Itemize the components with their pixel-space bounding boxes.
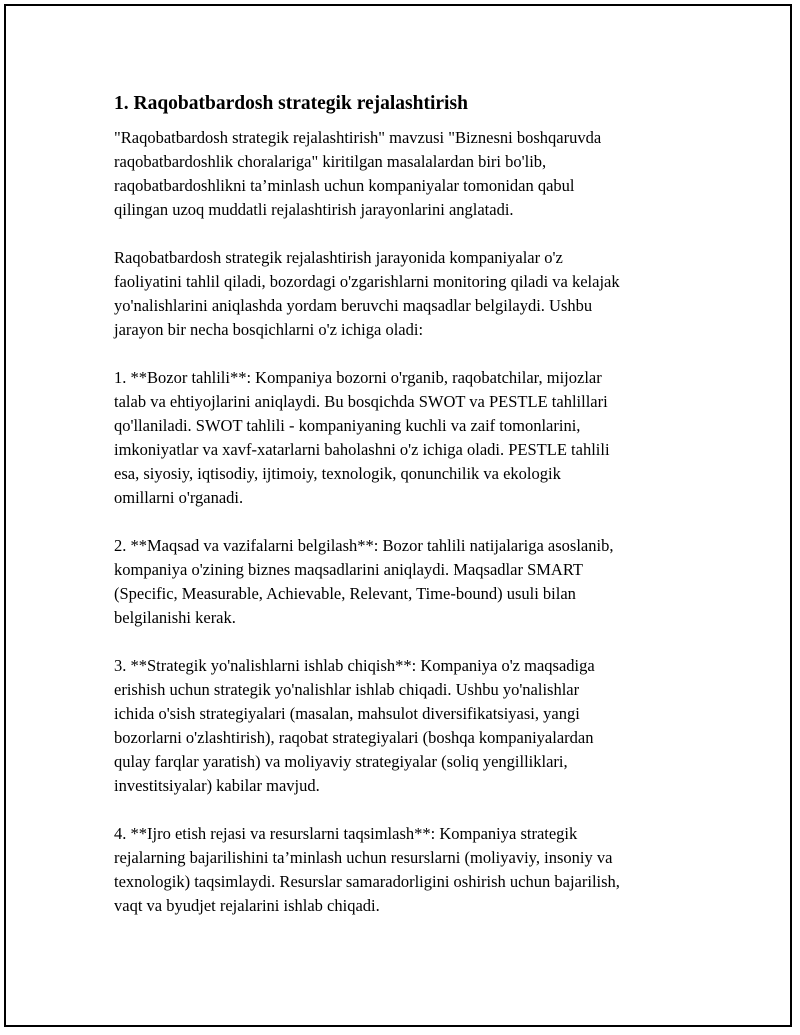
intro-paragraph: "Raqobatbardosh strategik rejalashtirish" mavzusi "Biznesni boshqaruvda raqobatbardoshlik choralariga" kiritilgan masalalardan biri bo'lib, raqobatbardoshlikni ta’minlash uchun kompaniyalar tomonidan qabul qilingan uzoq muddatli rejalashtirish jarayonlarini anglatadi. [114, 128, 602, 219]
step-3-paragraph: 3. **Strategik yo'nalishlarni ishlab chiqish**: Kompaniya o'z maqsadiga erishish uchun strategik yo'nalishlar ishlab chiqadi. Ushbu yo'nalishlar ichida o'sish strategiyalari (masalan, mahsulot diversifikatsiyasi, yangi bozorlarni o'zlashtirish), raqobat strategiyalari (boshqa kompaniyalardan qulay farqlar yaratish) va moliyaviy strategiyalar (soliq yengilliklari, investitsiyalar) kabilar mavjud. [114, 656, 595, 795]
step-4-paragraph: 4. **Ijro etish rejasi va resurslarni taqsimlash**: Kompaniya strategik rejalarning bajarilishini ta’minlash uchun resurslarni (moliyaviy, insoniy va texnologik) taqsimlaydi. Resurslar samaradorligini oshirish uchun bajarilish, vaqt va byudjet rejalarini ishlab chiqadi. [114, 824, 620, 915]
process-paragraph: Raqobatbardosh strategik rejalashtirish jarayonida kompaniyalar o'z faoliyatini tahlil qiladi, bozordagi o'zgarishlarni monitoring qiladi va kelajak yo'nalishlarini aniqlashda yordam beruvchi maqsadlar belgilaydi. Ushbu jarayon bir necha bosqichlarni o'z ichiga oladi: [114, 248, 620, 339]
document-title: 1. Raqobatbardosh strategik rejalashtirish [114, 93, 468, 114]
document-body [114, 92, 694, 942]
step-1-paragraph: 1. **Bozor tahlili**: Kompaniya bozorni o'rganib, raqobatchilar, mijozlar talab va ehtiyojlarini aniqlaydi. Bu bosqichda SWOT va PESTLE tahlillari qo'llaniladi. SWOT tahlili - kompaniyaning kuchli va zaif tomonlarini, imkoniyatlar va xavf-xatarlarni baholashni o'z ichiga oladi. PESTLE tahlili esa, siyosiy, iqtisodiy, ijtimoiy, texnologik, qonunchilik va ekologik omillarni o'rganadi. [114, 368, 610, 507]
step-2-paragraph: 2. **Maqsad va vazifalarni belgilash**: Bozor tahlili natijalariga asoslanib, kompaniya o'zining biznes maqsadlarini aniqlaydi. Maqsadlar SMART (Specific, Measurable, Achievable, Relevant, Time-bound) usuli bilan belgilanishi kerak. [114, 536, 614, 627]
